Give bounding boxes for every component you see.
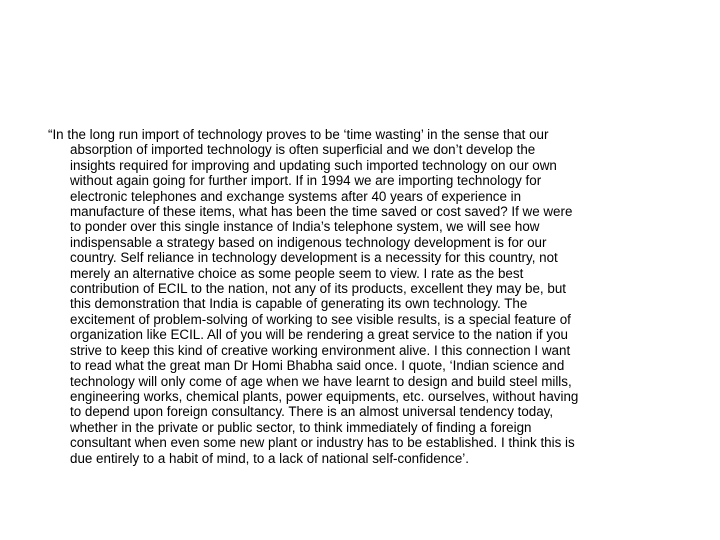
quote-line: “In the long run import of technology proves to be ‘time wasting’ in the sense that our (48, 127, 549, 142)
quote-line: organization like ECIL. All of you will be rendering a great service to the nation if you (70, 327, 568, 343)
quote-line: insights required for improving and updating such imported technology on our own (70, 157, 557, 173)
quote-line: due entirely to a habit of mind, to a lack of national self-confidence’. (70, 450, 469, 466)
quote-line: contribution of ECIL to the nation, not any of its products, excellent they may be, but (70, 281, 566, 297)
quote-line: strive to keep this kind of creative working environment alive. I this connection I want (70, 342, 571, 358)
quote-line: to depend upon foreign consultancy. There is an almost universal tendency today, (70, 404, 554, 420)
quote-line: excitement of problem-solving of working to see visible results, is a special feature of (70, 311, 571, 327)
quote-line: technology will only come of age when we have learnt to design and build steel mills, (70, 373, 572, 389)
quote-text-block (48, 127, 710, 466)
quote-line: whether in the private or public sector, to think immediately of finding a foreign (70, 419, 532, 435)
quote-line: without again going for further import. If in 1994 we are importing technology for (70, 173, 542, 189)
quote-line: electronic telephones and exchange systems after 40 years of experience in (70, 188, 522, 204)
quote-line: manufacture of these items, what has been the time saved or cost saved? If we were (70, 204, 573, 220)
quote-line: absorption of imported technology is often superficial and we don’t develop the (70, 142, 536, 158)
quote-line: merely an alternative choice as some people seem to view. I rate as the best (70, 265, 524, 281)
quote-line: engineering works, chemical plants, power equipments, etc. ourselves, without having (70, 388, 579, 404)
quote-line: this demonstration that India is capable of generating its own technology. The (70, 296, 528, 312)
quote-line: country. Self reliance in technology development is a necessity for this country, not (70, 250, 558, 266)
quote-line: to read what the great man Dr Homi Bhabha said once. I quote, ‘Indian science and (70, 358, 565, 374)
quote-line: consultant when even some new plant or industry has to be established. I think this is (70, 435, 575, 451)
quote-line: indispensable a strategy based on indigenous technology development is for our (70, 234, 547, 250)
quote-line: to ponder over this single instance of India’s telephone system, we will see how (70, 219, 540, 235)
